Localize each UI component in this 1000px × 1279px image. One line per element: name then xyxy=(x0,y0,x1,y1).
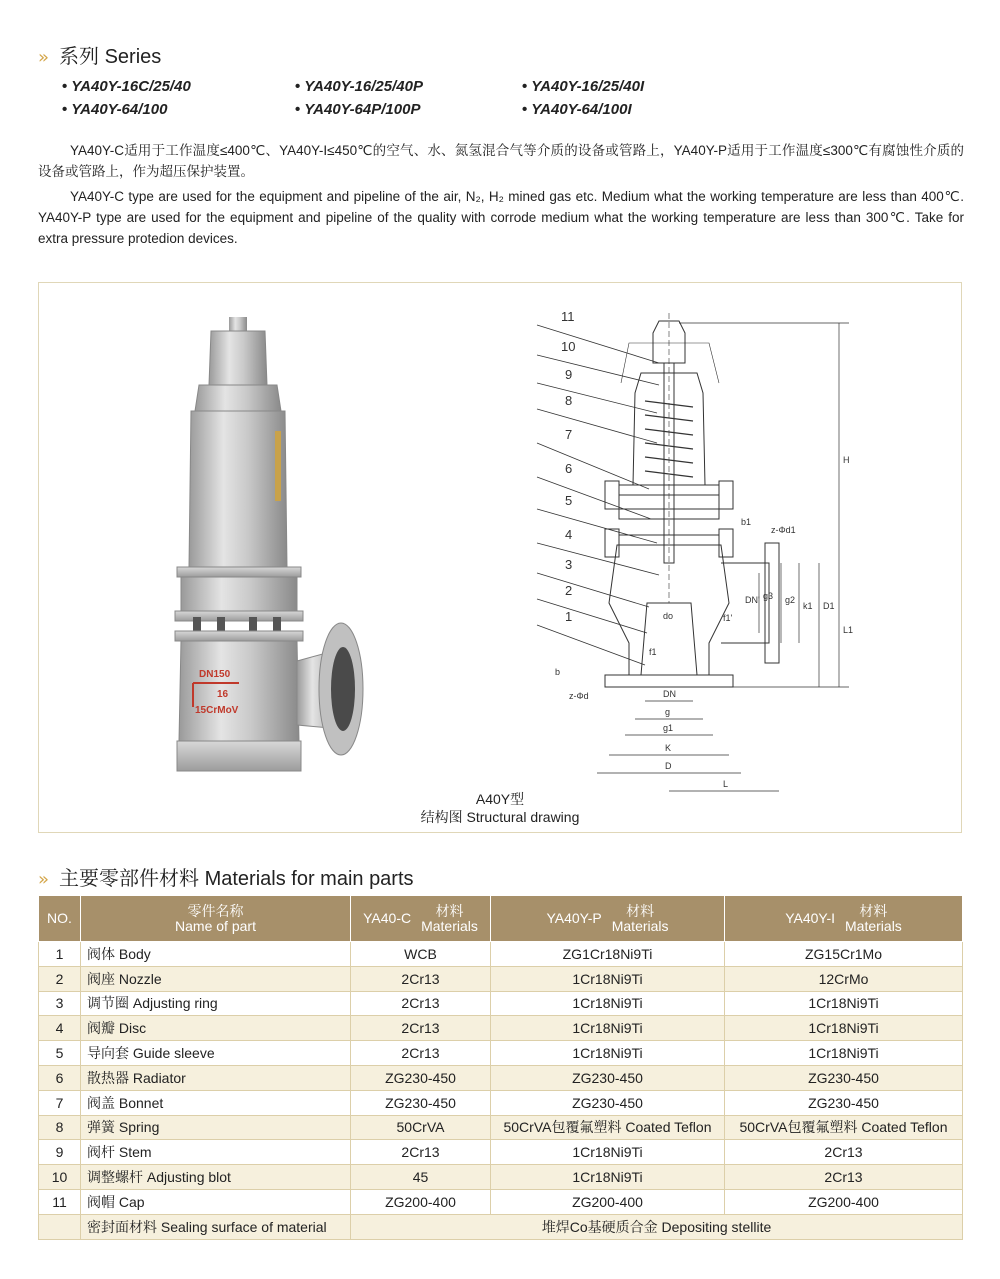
series-model: • YA40Y-16C/25/40 xyxy=(62,78,191,95)
chevron-right-icon: » xyxy=(38,869,50,890)
svg-text:8: 8 xyxy=(565,393,573,408)
svg-text:10: 10 xyxy=(561,339,576,354)
series-title: 系列 Series xyxy=(59,46,162,68)
series-row xyxy=(62,78,762,101)
svg-text:g1: g1 xyxy=(663,723,674,733)
svg-text:z-Φd: z-Φd xyxy=(569,691,589,701)
header-col-c: YA40-C 材料 Materials xyxy=(351,896,491,942)
table-row: 9 阀杆 Stem 2Cr13 1Cr18Ni9Ti 2Cr13 xyxy=(39,1140,963,1165)
description-en: YA40Y-C type are used for the equipment and pipeline of the air, N₂, H₂ mined gas etc. Medium what the working temperature are less than 400℃. YA40Y-P type are used for the equipment and pipeline of the quality with corrode medium what the working temperature are less than 300℃. Take for extra pressure protedion devices. xyxy=(38,189,964,246)
valve-photo xyxy=(169,311,499,811)
bullet-icon: • xyxy=(522,78,528,95)
series-model: • YA40Y-64/100I xyxy=(522,101,632,118)
bullet-icon: • xyxy=(522,101,528,118)
svg-text:3: 3 xyxy=(565,557,573,572)
series-model: • YA40Y-64/100 xyxy=(62,101,168,118)
svg-text:16: 16 xyxy=(217,689,229,700)
svg-text:DN: DN xyxy=(663,689,676,699)
svg-text:15CrMoV: 15CrMoV xyxy=(195,705,239,716)
header-no: NO. xyxy=(39,896,81,942)
svg-text:D1: D1 xyxy=(823,601,835,611)
table-row: 7 阀盖 Bonnet ZG230-450 ZG230-450 ZG230-450 xyxy=(39,1090,963,1115)
bullet-icon: • xyxy=(62,101,68,118)
svg-text:b1: b1 xyxy=(741,517,752,527)
header-name: 零件名称 Name of part xyxy=(81,896,351,942)
table-row: 6 散热器 Radiator ZG230-450 ZG230-450 ZG230-450 xyxy=(39,1065,963,1090)
table-row: 10 调整螺杆 Adjusting blot 45 1Cr18Ni9Ti 2Cr13 xyxy=(39,1165,963,1190)
svg-text:L1: L1 xyxy=(843,625,854,635)
svg-text:f1': f1' xyxy=(723,613,733,623)
svg-text:11: 11 xyxy=(561,309,575,324)
series-model: • YA40Y-16/25/40P xyxy=(295,78,423,95)
bullet-icon: • xyxy=(295,78,301,95)
svg-text:D: D xyxy=(665,761,672,771)
series-heading xyxy=(38,40,161,69)
table-row: 11 阀帽 Cap ZG200-400 ZG200-400 ZG200-400 xyxy=(39,1189,963,1214)
bullet-icon: • xyxy=(62,78,68,95)
chevron-right-icon: » xyxy=(38,47,50,68)
materials-table xyxy=(38,895,963,1240)
figure-caption-title: 结构图 Structural drawing xyxy=(420,809,580,825)
description-cn: YA40Y-C适用于工作温度≤400℃、YA40Y-I≤450℃的空气、水、氮氢混合气等介质的设备或管路上，YA40Y-P适用于工作温度≤300℃有腐蚀性介质的设备或管路上，作为超压保护装置。 xyxy=(38,143,964,179)
svg-text:K: K xyxy=(665,743,672,753)
series-list xyxy=(62,78,762,124)
table-row: 5 导向套 Guide sleeve 2Cr13 1Cr18Ni9Ti 1Cr18Ni9Ti xyxy=(39,1041,963,1066)
structural-drawing xyxy=(509,303,929,803)
series-row xyxy=(62,101,762,124)
svg-text:DN': DN' xyxy=(745,595,760,605)
svg-text:L: L xyxy=(723,779,729,789)
svg-text:2: 2 xyxy=(565,583,573,598)
table-row-sealing: 密封面材料 Sealing surface of material 堆焊Co基硬质合金 Depositing stellite xyxy=(39,1214,963,1239)
header-col-i: YA40Y-I 材料 Materials xyxy=(725,896,963,942)
materials-heading xyxy=(38,862,414,891)
header-col-p: YA40Y-P 材料 Materials xyxy=(491,896,725,942)
bullet-icon: • xyxy=(295,101,301,118)
figure-box xyxy=(38,282,962,833)
series-model: • YA40Y-16/25/40I xyxy=(522,78,645,95)
svg-text:g: g xyxy=(665,707,671,717)
svg-text:7: 7 xyxy=(565,427,573,442)
svg-text:z-Φd1: z-Φd1 xyxy=(771,525,796,535)
table-header-row xyxy=(39,896,963,942)
series-model: • YA40Y-64P/100P xyxy=(295,101,421,118)
svg-text:4: 4 xyxy=(565,527,573,542)
svg-text:DN150: DN150 xyxy=(199,669,231,680)
svg-text:b: b xyxy=(555,667,561,677)
table-row: 3 调节圈 Adjusting ring 2Cr13 1Cr18Ni9Ti 1Cr18Ni9Ti xyxy=(39,991,963,1016)
table-row: 2 阀座 Nozzle 2Cr13 1Cr18Ni9Ti 12CrMo xyxy=(39,966,963,991)
svg-text:1: 1 xyxy=(565,609,573,624)
svg-text:k1: k1 xyxy=(803,601,813,611)
svg-text:f1: f1 xyxy=(649,647,657,657)
table-row: 4 阀瓣 Disc 2Cr13 1Cr18Ni9Ti 1Cr18Ni9Ti xyxy=(39,1016,963,1041)
svg-text:do: do xyxy=(663,611,674,621)
svg-text:9: 9 xyxy=(565,367,573,382)
svg-text:g2: g2 xyxy=(785,595,796,605)
materials-title: 主要零部件材料 Materials for main parts xyxy=(59,868,414,890)
figure-caption-model: A40Y型 xyxy=(475,791,525,807)
svg-text:6: 6 xyxy=(565,461,573,476)
table-row: 1 阀体 Body WCB ZG1Cr18Ni9Ti ZG15Cr1Mo xyxy=(39,942,963,967)
table-row: 8 弹簧 Spring 50CrVA 50CrVA包覆氟塑料 Coated Teflon 50CrVA包覆氟塑料 Coated Teflon xyxy=(39,1115,963,1140)
svg-text:5: 5 xyxy=(565,493,573,508)
svg-text:g3: g3 xyxy=(763,591,774,601)
svg-text:H: H xyxy=(843,455,850,465)
